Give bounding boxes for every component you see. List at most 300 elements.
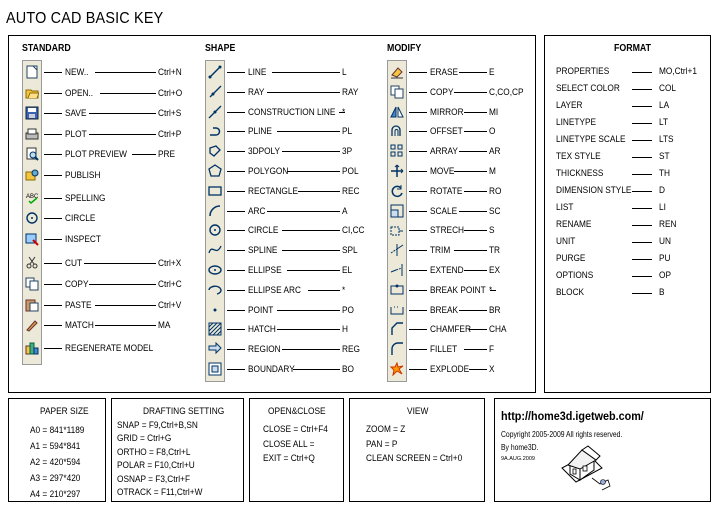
- modify-item-shortcut: C,CO,CP: [489, 86, 524, 97]
- move-icon[interactable]: [389, 163, 405, 179]
- shape-item: [205, 85, 380, 99]
- modify-item-shortcut: F: [489, 344, 495, 355]
- shape-item-label: ARC: [248, 205, 266, 216]
- shape-item-label: RAY: [248, 86, 265, 97]
- leader-line: [277, 310, 340, 311]
- modify-item-shortcut: BR: [489, 304, 501, 315]
- leader-line: [632, 89, 652, 90]
- standard-item-label: OPEN..: [65, 87, 94, 98]
- view-line: PAN = P: [366, 438, 398, 449]
- standard-item-label: REGENERATE MODEL: [65, 342, 154, 353]
- modify-item-label: ERASE: [430, 67, 459, 77]
- shape-item-label: BOUNDARY: [248, 364, 295, 374]
- leader-line: [409, 230, 427, 231]
- shape-item-label: PLINE: [248, 126, 272, 137]
- leader-line: [282, 349, 340, 350]
- format-item: [556, 184, 706, 198]
- copyright-text: Copyright 2005-2009 All rights reserved.: [501, 430, 623, 439]
- shape-item: [205, 124, 380, 138]
- regenerate-icon[interactable]: [24, 340, 40, 356]
- leader-line: [459, 310, 487, 311]
- format-item: [556, 218, 706, 232]
- shape-item-label: RECTANGLE: [248, 185, 298, 196]
- leader-line: [227, 270, 245, 271]
- shape-title: SHAPE: [205, 43, 236, 54]
- format-item-shortcut: OP: [659, 270, 671, 280]
- extend-icon[interactable]: [389, 262, 405, 278]
- leader-line: [632, 276, 652, 277]
- leader-line: [227, 230, 245, 231]
- leader-line: [44, 218, 62, 219]
- format-item-shortcut: ST: [659, 151, 670, 161]
- format-item: [556, 269, 706, 283]
- region-icon[interactable]: [207, 341, 223, 357]
- leader-line: [84, 263, 156, 264]
- standard-item-label: SPELLING: [65, 192, 106, 203]
- format-item: [556, 99, 706, 113]
- format-item: [556, 252, 706, 266]
- shape-item: [205, 283, 380, 297]
- shape-item-shortcut: PO: [342, 304, 354, 315]
- modify-item: [387, 85, 535, 99]
- leader-line: [89, 113, 156, 114]
- rotate-icon[interactable]: [389, 183, 405, 199]
- leader-line: [632, 72, 652, 73]
- leader-line: [409, 191, 427, 192]
- leader-line: [469, 329, 487, 330]
- modify-item: [387, 243, 535, 257]
- modify-item: [387, 204, 535, 218]
- leader-line: [272, 72, 340, 73]
- offset-icon[interactable]: [389, 123, 405, 139]
- shape-item: [205, 204, 380, 218]
- leader-line: [227, 112, 245, 113]
- drafting-line: SNAP = F9,Ctrl+B,SN: [117, 420, 198, 430]
- leader-line: [632, 191, 652, 192]
- standard-item: [22, 298, 192, 312]
- shape-item-label: POINT: [248, 304, 274, 315]
- standard-item-shortcut: Ctrl+N: [158, 67, 182, 77]
- leader-line: [459, 151, 487, 152]
- standard-item-label: NEW..: [65, 67, 89, 77]
- shape-item: [205, 322, 380, 336]
- drafting-line: OSNAP = F3,Ctrl+F: [117, 473, 191, 484]
- chamfer-icon[interactable]: [389, 321, 405, 337]
- format-item-label: LIST: [556, 202, 574, 212]
- drafting-line: ORTHO = F8,Ctrl+L: [117, 446, 191, 457]
- house-logo-icon: [556, 438, 616, 494]
- leader-line: [454, 92, 487, 93]
- standard-item: [22, 127, 192, 141]
- modify-item-shortcut: TR: [489, 245, 501, 256]
- shape-item: [205, 65, 380, 79]
- new-icon[interactable]: [24, 64, 40, 80]
- standard-item-shortcut: Ctrl+P: [158, 128, 182, 139]
- shape-item: [205, 362, 380, 376]
- standard-item: [22, 341, 192, 355]
- shape-item-shortcut: *: [342, 106, 346, 117]
- modify-item: [387, 362, 535, 376]
- modify-item: [387, 65, 535, 79]
- standard-item: [22, 318, 192, 332]
- leader-line: [227, 72, 245, 73]
- modify-item-label: COPY: [430, 86, 454, 97]
- leader-line: [227, 211, 245, 212]
- leader-line: [132, 154, 156, 155]
- leader-line: [409, 92, 427, 93]
- paper-size-title: PAPER SIZE: [40, 406, 89, 417]
- modify-item: [387, 342, 535, 356]
- shape-item-label: POLYGON: [248, 166, 289, 176]
- leader-line: [464, 230, 487, 231]
- pline-icon[interactable]: [207, 123, 223, 139]
- leader-line: [95, 305, 157, 306]
- standard-item-shortcut: Ctrl+O: [158, 87, 183, 98]
- leader-line: [409, 211, 427, 212]
- ellipse-arc-icon[interactable]: [207, 282, 223, 298]
- leader-line: [464, 112, 487, 113]
- shape-item-shortcut: POL: [342, 166, 359, 176]
- shape-item-shortcut: *: [342, 284, 346, 295]
- svg-text:ABC: ABC: [26, 193, 39, 200]
- leader-line: [282, 230, 340, 231]
- stretch-icon[interactable]: [389, 222, 405, 238]
- drafting-line: OTRACK = F11,Ctrl+W: [117, 487, 203, 497]
- leader-line: [409, 151, 427, 152]
- explode-icon[interactable]: [389, 361, 405, 377]
- format-item: [556, 286, 706, 300]
- 3dpoly-icon[interactable]: [207, 143, 223, 159]
- leader-line: [409, 329, 427, 330]
- open-close-line: EXIT = Ctrl+Q: [263, 453, 315, 463]
- modify-item-label: CHAMFER: [430, 324, 471, 335]
- leader-line: [227, 250, 245, 251]
- ellipse-icon[interactable]: [207, 262, 223, 278]
- format-item-label: RENAME: [556, 219, 592, 229]
- format-item-shortcut: D: [659, 185, 665, 195]
- rectangle-icon[interactable]: [207, 183, 223, 199]
- leader-line: [267, 92, 340, 93]
- shape-item-label: HATCH: [248, 324, 276, 335]
- drafting-line: GRID = Ctrl+G: [117, 433, 172, 444]
- mirror-icon[interactable]: [389, 104, 405, 120]
- leader-line: [95, 72, 157, 73]
- leader-line: [632, 140, 652, 141]
- modify-item: [387, 223, 535, 237]
- standard-item: [22, 232, 192, 246]
- open-close-line: CLOSE ALL =: [263, 438, 315, 449]
- shape-item: [205, 263, 380, 277]
- shape-item-label: CONSTRUCTION LINE: [248, 106, 336, 117]
- website-link[interactable]: http://home3d.igetweb.com/: [501, 409, 644, 423]
- format-item: [556, 201, 706, 215]
- leader-line: [44, 134, 62, 135]
- standard-item: [22, 106, 192, 120]
- date-text: 9A.AUG.2009: [501, 456, 535, 462]
- standard-item: [22, 147, 192, 161]
- modify-item-shortcut: M: [489, 166, 496, 176]
- leader-line: [44, 113, 62, 114]
- leader-line: [469, 369, 487, 370]
- leader-line: [409, 171, 427, 172]
- plot-icon[interactable]: [24, 126, 40, 142]
- format-item-label: LINETYPE SCALE: [556, 134, 626, 144]
- leader-line: [308, 290, 340, 291]
- shape-item-shortcut: H: [342, 324, 348, 335]
- format-item-shortcut: LT: [659, 117, 669, 127]
- paper-size-line: A4 = 210*297: [30, 489, 81, 499]
- shape-item-label: ELLIPSE: [248, 265, 282, 275]
- format-item-label: BLOCK: [556, 287, 585, 297]
- modify-item-shortcut: RO: [489, 185, 502, 196]
- modify-item-label: BREAK POINT: [430, 284, 486, 295]
- modify-item-label: ROTATE: [430, 185, 463, 196]
- leader-line: [409, 270, 427, 271]
- leader-line: [227, 369, 245, 370]
- format-item-label: DIMENSION STYLE: [556, 185, 632, 195]
- shape-item-shortcut: REC: [342, 185, 360, 196]
- modify-item-shortcut: CHA: [489, 324, 507, 335]
- leader-line: [464, 270, 487, 271]
- shape-item: [205, 164, 380, 178]
- format-item: [556, 116, 706, 130]
- paper-size-line: A1 = 594*841: [30, 441, 81, 451]
- modify-item-label: ARRAY: [430, 146, 458, 157]
- break-icon[interactable]: [389, 302, 405, 318]
- modify-item-shortcut: O: [489, 126, 496, 137]
- modify-item-shortcut: X: [489, 364, 495, 374]
- shape-item-shortcut: REG: [342, 344, 360, 355]
- leader-line: [287, 270, 340, 271]
- leader-line: [227, 349, 245, 350]
- format-item-shortcut: LI: [659, 202, 666, 212]
- shape-item: [205, 144, 380, 158]
- leader-line: [44, 305, 62, 306]
- format-item-shortcut: COL: [659, 83, 677, 93]
- shape-item-shortcut: L: [342, 67, 347, 77]
- leader-line: [409, 310, 427, 311]
- standard-title: STANDARD: [22, 43, 71, 54]
- shape-item: [205, 105, 380, 119]
- leader-line: [267, 211, 340, 212]
- format-item: [556, 150, 706, 164]
- standard-item: [22, 191, 192, 205]
- leader-line: [44, 93, 62, 94]
- leader-line: [44, 263, 62, 264]
- format-item: [556, 235, 706, 249]
- construction-line-icon[interactable]: [207, 104, 223, 120]
- modify-item-label: EXTEND: [430, 265, 464, 275]
- leader-line: [282, 151, 340, 152]
- match-icon[interactable]: [24, 317, 40, 333]
- format-item-label: PROPERTIES: [556, 66, 610, 76]
- leader-line: [287, 171, 340, 172]
- open-close-title: OPEN&CLOSE: [268, 406, 326, 417]
- modify-item-label: FILLET: [430, 344, 458, 355]
- line-icon[interactable]: [207, 64, 223, 80]
- ray-icon[interactable]: [207, 84, 223, 100]
- inspect-icon[interactable]: [24, 231, 40, 247]
- break-point-icon[interactable]: [389, 282, 405, 298]
- shape-item-label: LINE: [248, 67, 267, 77]
- modify-item-shortcut: AR: [489, 146, 501, 157]
- format-item-label: LINETYPE: [556, 117, 597, 127]
- modify-item: [387, 283, 535, 297]
- format-item: [556, 65, 706, 79]
- circle-icon[interactable]: [24, 210, 40, 226]
- shape-item-shortcut: SPL: [342, 245, 358, 256]
- point-icon[interactable]: [207, 302, 223, 318]
- view-title: VIEW: [407, 406, 429, 417]
- paper-size-line: A0 = 841*1189: [30, 425, 85, 435]
- leader-line: [44, 198, 62, 199]
- modify-item: [387, 124, 535, 138]
- standard-item-shortcut: Ctrl+V: [158, 299, 182, 310]
- shape-item-shortcut: CI,CC: [342, 225, 365, 236]
- leader-line: [459, 211, 487, 212]
- leader-line: [227, 191, 245, 192]
- standard-item: [22, 211, 192, 225]
- modify-item: [387, 322, 535, 336]
- publish-icon[interactable]: [24, 167, 40, 183]
- shape-item-label: SPLINE: [248, 245, 278, 256]
- view-line: CLEAN SCREEN = Ctrl+0: [366, 453, 463, 463]
- standard-item-shortcut: PRE: [158, 149, 176, 160]
- leader-line: [227, 171, 245, 172]
- shape-item: [205, 303, 380, 317]
- boundary-icon[interactable]: [207, 361, 223, 377]
- format-item: [556, 133, 706, 147]
- paper-size-line: A2 = 420*594: [30, 457, 81, 467]
- trim-icon[interactable]: [389, 242, 405, 258]
- modify-item-label: MOVE: [430, 166, 455, 176]
- leader-line: [632, 123, 652, 124]
- open-icon[interactable]: [24, 85, 40, 101]
- standard-item-label: INSPECT: [65, 233, 101, 244]
- leader-line: [409, 131, 427, 132]
- shape-item: [205, 184, 380, 198]
- shape-item-shortcut: EL: [342, 265, 353, 275]
- standard-item-label: PASTE: [65, 299, 92, 310]
- leader-line: [277, 329, 340, 330]
- format-item-label: LAYER: [556, 100, 583, 110]
- scale-icon[interactable]: [389, 203, 405, 219]
- modify-item: [387, 144, 535, 158]
- format-item-label: SELECT COLOR: [556, 83, 620, 93]
- leader-line: [632, 106, 652, 107]
- open-close-line: CLOSE = Ctrl+F4: [263, 424, 328, 434]
- standard-item-label: PLOT: [65, 128, 87, 139]
- shape-item: [205, 342, 380, 356]
- fillet-icon[interactable]: [389, 341, 405, 357]
- array-icon[interactable]: [389, 143, 405, 159]
- modify-item-shortcut: S: [489, 225, 495, 236]
- shape-item-label: ELLIPSE ARC: [248, 284, 301, 295]
- modify-item-label: TRIM: [430, 245, 451, 256]
- modify-item-shortcut: *: [489, 284, 493, 295]
- modify-title: MODIFY: [387, 43, 422, 54]
- format-item-label: UNIT: [556, 236, 576, 246]
- modify-item-shortcut: EX: [489, 265, 501, 275]
- standard-item-label: PUBLISH: [65, 170, 101, 180]
- standard-item: [22, 277, 192, 291]
- copy-icon[interactable]: [389, 84, 405, 100]
- modify-item-shortcut: SC: [489, 205, 501, 216]
- leader-line: [409, 112, 427, 113]
- copy-icon[interactable]: [24, 276, 40, 292]
- leader-line: [632, 293, 652, 294]
- standard-item-label: CUT: [65, 258, 83, 269]
- format-item-label: PURGE: [556, 253, 586, 263]
- shape-item-label: CIRCLE: [248, 225, 279, 236]
- leader-line: [298, 191, 340, 192]
- leader-line: [409, 250, 427, 251]
- modify-item-label: BREAK: [430, 304, 459, 315]
- leader-line: [89, 134, 156, 135]
- shape-item-shortcut: 3P: [342, 146, 353, 157]
- erase-icon[interactable]: [389, 64, 405, 80]
- leader-line: [100, 93, 156, 94]
- polygon-icon[interactable]: [207, 163, 223, 179]
- shape-item-shortcut: RAY: [342, 86, 359, 97]
- plot-preview-icon[interactable]: [24, 146, 40, 162]
- leader-line: [409, 349, 427, 350]
- spelling-icon[interactable]: [24, 190, 40, 206]
- standard-item-shortcut: Ctrl+C: [158, 279, 182, 289]
- format-item-label: THICKNESS: [556, 168, 604, 178]
- format-item-shortcut: REN: [659, 219, 677, 229]
- format-title: FORMAT: [614, 43, 651, 54]
- leader-line: [464, 349, 487, 350]
- modify-item-label: SCALE: [430, 205, 458, 216]
- modify-item: [387, 105, 535, 119]
- format-item-shortcut: LA: [659, 100, 670, 110]
- cut-icon[interactable]: [24, 255, 40, 271]
- format-item: [556, 82, 706, 96]
- leader-line: [44, 154, 62, 155]
- circle-icon[interactable]: [207, 222, 223, 238]
- leader-line: [409, 369, 427, 370]
- standard-item: [22, 65, 192, 79]
- standard-item-label: PLOT PREVIEW: [65, 149, 127, 160]
- modify-item: [387, 184, 535, 198]
- drafting-line: POLAR = F10,Ctrl+U: [117, 460, 195, 471]
- leader-line: [44, 175, 62, 176]
- shape-item-label: 3DPOLY: [248, 146, 281, 157]
- paste-icon[interactable]: [24, 297, 40, 313]
- save-icon[interactable]: [24, 105, 40, 121]
- leader-line: [409, 290, 427, 291]
- leader-line: [227, 310, 245, 311]
- leader-line: [632, 225, 652, 226]
- leader-line: [44, 239, 62, 240]
- shape-item-shortcut: BO: [342, 364, 354, 374]
- format-item: [556, 167, 706, 181]
- standard-item-shortcut: Ctrl+X: [158, 258, 182, 269]
- hatch-icon[interactable]: [207, 321, 223, 337]
- format-item-shortcut: PU: [659, 253, 671, 263]
- leader-line: [409, 72, 427, 73]
- leader-line: [632, 259, 652, 260]
- spline-icon[interactable]: [207, 242, 223, 258]
- arc-icon[interactable]: [207, 203, 223, 219]
- standard-item: [22, 168, 192, 182]
- leader-line: [44, 325, 62, 326]
- format-item-shortcut: UN: [659, 236, 671, 246]
- leader-line: [632, 208, 652, 209]
- leader-line: [44, 348, 62, 349]
- standard-item-label: SAVE: [65, 108, 87, 119]
